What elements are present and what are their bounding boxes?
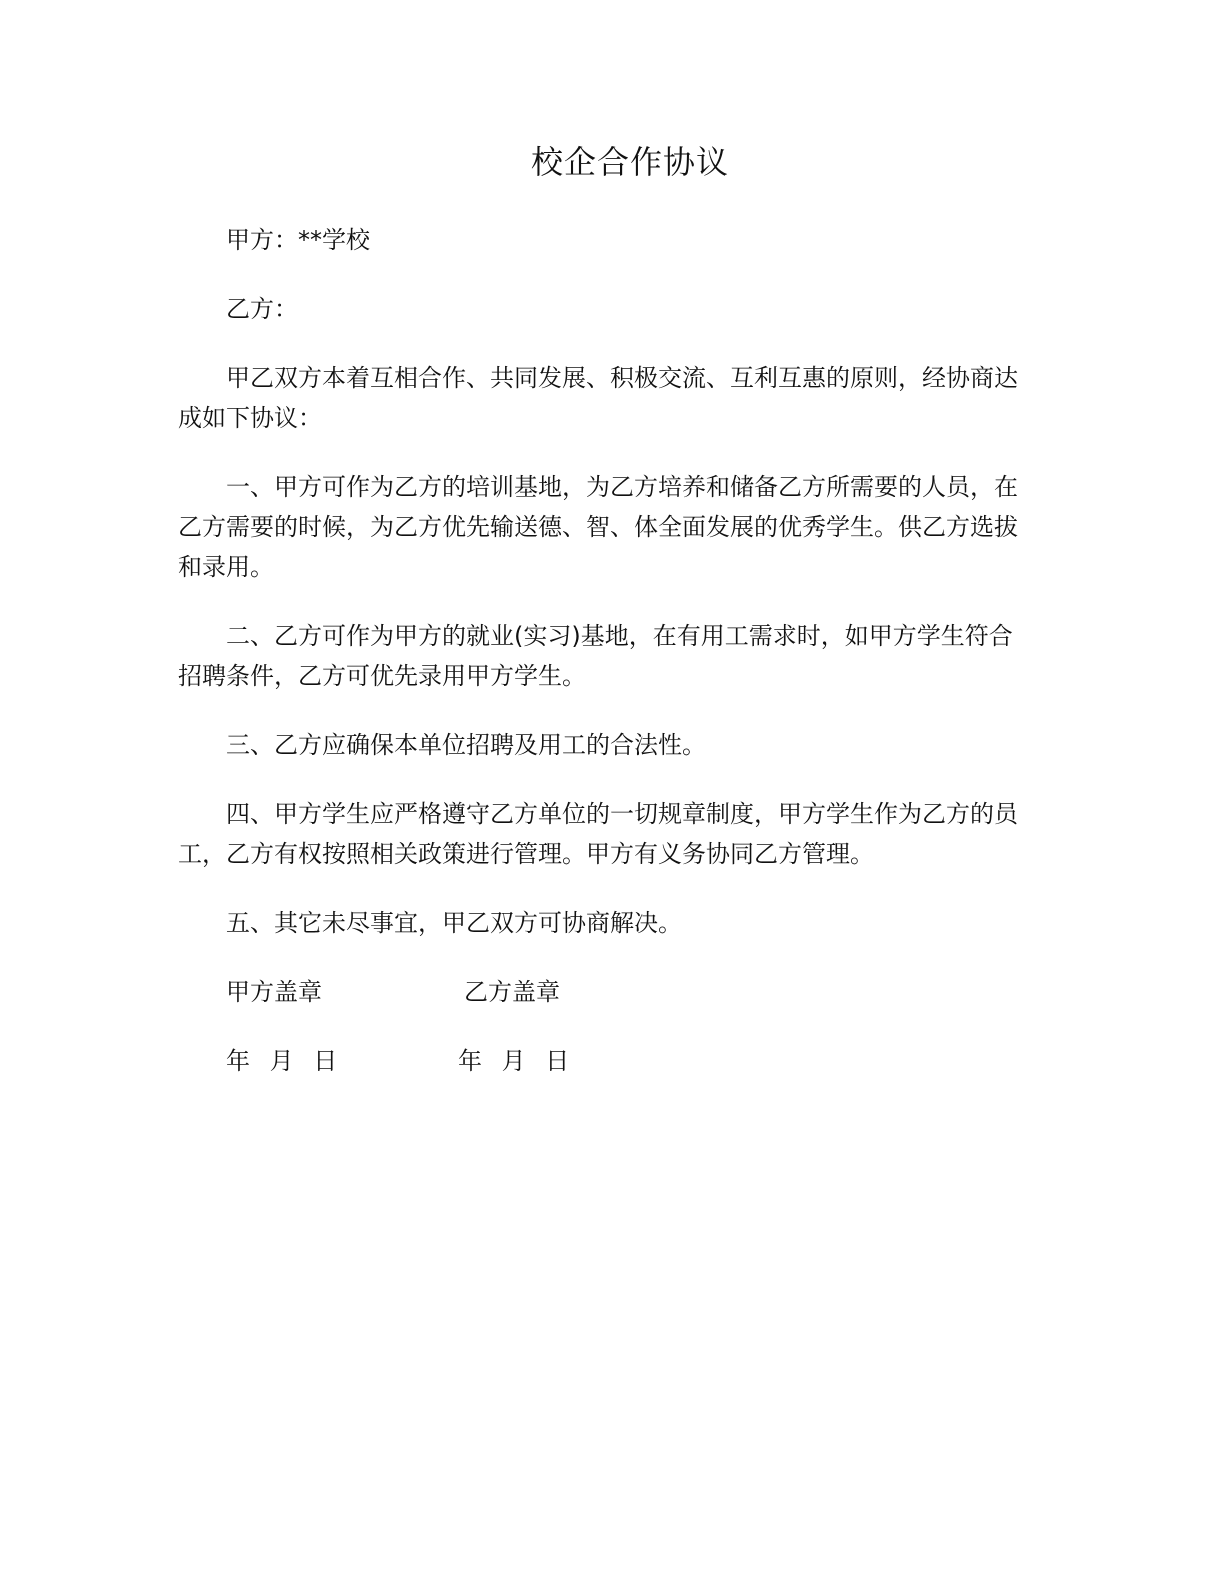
party-a-seal-label: 甲方盖章 <box>226 978 322 1006</box>
document-title: 校企合作协议 <box>530 143 729 181</box>
clause-2: 二、乙方可作为甲方的就业(实习)基地，在有用工需求时，如甲方学生符合招聘条件，乙方可优先录用甲方学生。 <box>178 622 1013 690</box>
party-a-date-label: 年 月 日 <box>226 1047 344 1075</box>
seal-row <box>226 972 1036 1012</box>
party-b-line: 乙方： <box>226 295 298 323</box>
clause-3: 三、乙方应确保本单位招聘及用工的合法性。 <box>226 731 706 759</box>
party-b-seal-label: 乙方盖章 <box>464 978 560 1006</box>
clause-4: 四、甲方学生应严格遵守乙方单位的一切规章制度，甲方学生作为乙方的员工，乙方有权按照相关政策进行管理。甲方有义务协同乙方管理。 <box>178 800 1018 868</box>
intro-paragraph: 甲乙双方本着互相合作、共同发展、积极交流、互利互惠的原则，经协商达成如下协议： <box>178 364 1018 432</box>
clause-5: 五、其它未尽事宜，甲乙双方可协商解决。 <box>226 909 682 937</box>
party-a-line: 甲方：**学校 <box>226 226 370 254</box>
party-b-date-label: 年 月 日 <box>458 1047 576 1075</box>
date-row <box>226 1041 1036 1081</box>
clause-1: 一、甲方可作为乙方的培训基地，为乙方培养和储备乙方所需要的人员，在乙方需要的时候，为乙方优先输送德、智、体全面发展的优秀学生。供乙方选拔和录用。 <box>178 473 1018 581</box>
document-body <box>178 220 1036 1110</box>
